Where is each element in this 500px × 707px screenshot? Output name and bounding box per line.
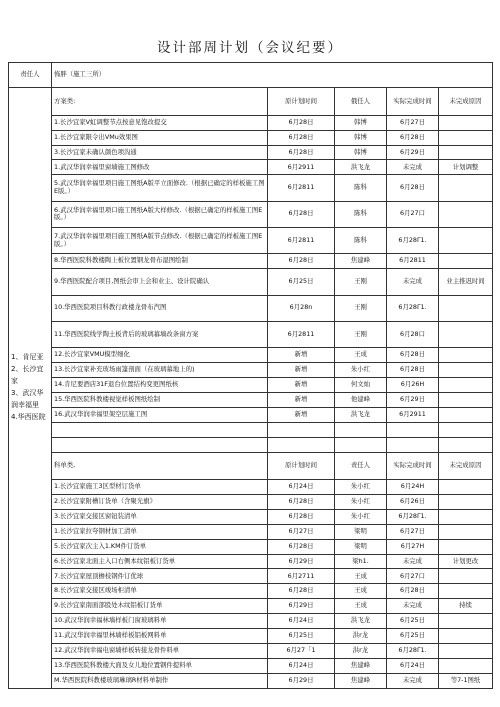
actual-date: 6月28口	[387, 321, 439, 347]
actual-date: 6月28日	[387, 363, 439, 378]
task-item: 6.长沙宜家北面主入口右侧本纹铝板订货单	[52, 554, 268, 569]
table-row	[9, 295, 493, 321]
table-row	[9, 524, 493, 539]
task-item: 12.武汉华润幸福电窗墙样板转接龙骨件料单	[52, 643, 268, 658]
owner-row	[9, 63, 493, 88]
incomplete-reason	[439, 201, 493, 227]
responsible-person: 朱小红	[335, 363, 387, 378]
responsible-person: 韩博	[335, 115, 387, 130]
blank-cell	[335, 422, 387, 437]
responsible-person: 王成	[335, 569, 387, 584]
actual-date: 6月26日	[387, 494, 439, 509]
incomplete-reason	[439, 614, 493, 629]
table-row	[9, 407, 493, 422]
actual-date: 6月25日	[387, 629, 439, 644]
task-item: 3.长沙宜家未确认颜色项沟通	[52, 145, 268, 160]
task-item: 6.武汉华润幸福里项口施工图纸A版大样修改.（根据已确定的样板施工图E版。）	[52, 201, 268, 227]
table-row	[9, 175, 493, 201]
table-row	[9, 673, 493, 688]
incomplete-reason	[439, 145, 493, 160]
plan-date: 6月2811	[268, 175, 335, 201]
blank-cell	[268, 437, 335, 452]
responsible-person: 陈科	[335, 201, 387, 227]
table-row	[9, 363, 493, 378]
plan-date: 6月28日	[268, 130, 335, 145]
actual-date: 6月28日	[387, 175, 439, 201]
incomplete-reason: 计划调整	[439, 160, 493, 175]
responsible-person: 朱小红	[335, 509, 387, 524]
project-list-label: 1、肯尼亚 2、长沙宜家 3、武汉华润幸福里 4.华西医院	[9, 88, 52, 689]
table-row	[9, 614, 493, 629]
blank-cell	[439, 437, 493, 452]
table-row	[9, 480, 493, 495]
task-item: 13.华西医院科教楼大面及女儿地位置钢件提料单	[52, 658, 268, 673]
actual-date: 未完成	[387, 160, 439, 175]
task-item: 8.华西医院科教楼陶上板位置钢龙骨布湿图绘制	[52, 254, 268, 269]
responsible-person: 梁明	[335, 524, 387, 539]
table-row	[9, 201, 493, 227]
plan-date: 6月29日	[268, 599, 335, 614]
task-item: 9.华西医院配合项目,图纸会审上会和业主、设计院确认	[52, 269, 268, 295]
actual-date: 未完成	[387, 673, 439, 688]
actual-date: 6月24日	[387, 658, 439, 673]
task-item: 14.肯尼要酒店31F退台位置结构变更图纸核	[52, 378, 268, 393]
incomplete-reason: 持续	[439, 599, 493, 614]
header-col3: 俄任人	[335, 88, 387, 116]
responsible-person: 洪飞龙	[335, 160, 387, 175]
table-row	[9, 658, 493, 673]
responsible-person: 陈科	[335, 228, 387, 254]
actual-date: 6月28Γ1.	[387, 643, 439, 658]
plan-date: 6月2911	[268, 160, 335, 175]
responsible-person: 朱小红	[335, 494, 387, 509]
table-row	[9, 348, 493, 363]
table-row	[9, 160, 493, 175]
incomplete-reason	[439, 115, 493, 130]
responsible-person: 朱小红	[335, 480, 387, 495]
actual-date: 6月2811	[387, 254, 439, 269]
plan-date: 新增	[268, 407, 335, 422]
table-row	[9, 145, 493, 160]
actual-date: 6月28Γ1.	[387, 509, 439, 524]
task-item: 5.长沙宜家次主入1.KM件订货单	[52, 539, 268, 554]
table-row	[9, 539, 493, 554]
incomplete-reason	[439, 321, 493, 347]
actual-date: 6月27口	[387, 569, 439, 584]
incomplete-reason	[439, 539, 493, 554]
plan-date: 6月24日	[268, 614, 335, 629]
task-item: 1.武汉华润幸福里窗墙施工图修改	[52, 160, 268, 175]
responsible-person: 陈科	[335, 175, 387, 201]
header-col5: 未完成原因	[439, 88, 493, 116]
blank-cell	[268, 422, 335, 437]
responsible-person: 王刚	[335, 269, 387, 295]
task-item: 15.华西医院科教楼视觉样板图纸绘制	[52, 393, 268, 408]
plan-date: 6月28n	[268, 295, 335, 321]
responsible-person: 韩博	[335, 145, 387, 160]
incomplete-reason	[439, 524, 493, 539]
task-item: 9.长沙宜家南面部股处木纹铝板订货单	[52, 599, 268, 614]
responsible-person: 焦建峰	[335, 658, 387, 673]
responsible-person: 王成	[335, 599, 387, 614]
incomplete-reason	[439, 480, 493, 495]
task-item: 1.长沙宜家限令出VMu效果图	[52, 130, 268, 145]
task-item: M.华西医院科教楼玻璃琳璃R材料单制作	[52, 673, 268, 688]
task-item: 7.武汉华润幸福里项目施工图纸A版节点修改.（根据已确定的样板施工图E版。）	[52, 228, 268, 254]
blank-cell	[387, 422, 439, 437]
table-row	[9, 393, 493, 408]
task-item: 1.长沙宜家拉夸钢材加工清单	[52, 524, 268, 539]
plan-date: 6月29日	[268, 673, 335, 688]
incomplete-reason	[439, 363, 493, 378]
blank-row	[9, 437, 493, 452]
header-col4: 实际完成时间	[387, 452, 439, 480]
table-row	[9, 599, 493, 614]
responsible-person: 王成	[335, 584, 387, 599]
actual-date: 6月28日	[387, 130, 439, 145]
plan-table	[8, 62, 493, 689]
incomplete-reason: 计划更改	[439, 554, 493, 569]
incomplete-reason	[439, 228, 493, 254]
incomplete-reason	[439, 494, 493, 509]
table-row	[9, 321, 493, 347]
plan-date: 新增	[268, 348, 335, 363]
header-col2: 原计划时间	[268, 88, 335, 116]
incomplete-reason	[439, 378, 493, 393]
actual-date: 6月25日	[387, 614, 439, 629]
plan-date: 6月28日	[268, 509, 335, 524]
actual-date: 6月27H	[387, 539, 439, 554]
responsible-person: 梁明	[335, 539, 387, 554]
table-row	[9, 378, 493, 393]
table-row	[9, 509, 493, 524]
responsible-person: 王刚	[335, 321, 387, 347]
actual-date: 未完成	[387, 599, 439, 614]
task-item: 2.长沙宜家附槽订货单（含聚光旗》	[52, 494, 268, 509]
responsible-person: 梁h1.	[335, 554, 387, 569]
table-row	[9, 494, 493, 509]
task-item: 11.武汉华润幸福里林墙样板铝板网料单	[52, 629, 268, 644]
incomplete-reason: 等7-1图纸	[439, 673, 493, 688]
actual-date: 6月29日	[387, 145, 439, 160]
task-item: 3.长沙宜家交接区窗钮装清单	[52, 509, 268, 524]
actual-date: 未完成	[387, 269, 439, 295]
responsible-person: 他建峰	[335, 393, 387, 408]
actual-date: 6月28日	[387, 584, 439, 599]
document-title: 设计部周计划（会议纪要）	[157, 40, 343, 56]
table-row	[9, 254, 493, 269]
blank-row	[9, 422, 493, 437]
plan-date: 6月24日	[268, 658, 335, 673]
responsible-person: 韩博	[335, 130, 387, 145]
task-item: 1.长沙宜家施工3区型材订货单	[52, 480, 268, 495]
plan-date: 6月2811	[268, 321, 335, 347]
responsible-person: 焦建峰	[335, 254, 387, 269]
header-category: 科单类,	[52, 452, 268, 480]
actual-date: 6月28Γ1.	[387, 228, 439, 254]
task-item: 7.长沙宜家屋顶檐枝钢件订优球	[52, 569, 268, 584]
table-row	[9, 643, 493, 658]
plan-date: 6月27日	[268, 524, 335, 539]
plan-date: 新增	[268, 378, 335, 393]
blank-cell	[335, 437, 387, 452]
incomplete-reason	[439, 584, 493, 599]
task-item: 5.武汉华润幸福里项目施工图纸A版平立面修改.（根据已确定的样板施工图E版。）	[52, 175, 268, 201]
plan-date: 6月28日	[268, 201, 335, 227]
actual-date: 6月24H	[387, 480, 439, 495]
plan-date: 6月28日	[268, 115, 335, 130]
owner-label: 责任人	[9, 63, 52, 88]
task-item: 13.长沙宜家补充玻场雨篷剖面（在玻璃幕地上的)	[52, 363, 268, 378]
plan-date: 6月25日	[268, 269, 335, 295]
incomplete-reason	[439, 509, 493, 524]
actual-date: 6月26H	[387, 378, 439, 393]
table-row	[9, 569, 493, 584]
actual-date: 6月2911	[387, 407, 439, 422]
task-item: 1.长沙宜家V虹调整节点按意见饱改提交	[52, 115, 268, 130]
task-item: 16.武汉华润幸福里架空层施工图	[52, 407, 268, 422]
plan-date: 6月29日	[268, 554, 335, 569]
plan-date: 6月28日	[268, 494, 335, 509]
actual-date: 6月27日	[387, 524, 439, 539]
header-category: 方案类:	[52, 88, 268, 116]
responsible-person: 王成	[335, 348, 387, 363]
incomplete-reason	[439, 254, 493, 269]
plan-date: 6月28日	[268, 539, 335, 554]
header-col3: 责任人	[335, 452, 387, 480]
blank-cell	[439, 422, 493, 437]
plan-date: 6月24日	[268, 480, 335, 495]
table-row	[9, 130, 493, 145]
responsible-person: 焦建峰	[335, 673, 387, 688]
incomplete-reason	[439, 569, 493, 584]
task-item: 10.武汉华润幸福林墙样板门窗玻璃料单	[52, 614, 268, 629]
actual-date: 未完成	[387, 554, 439, 569]
incomplete-reason	[439, 130, 493, 145]
plan-date: 6月27「1	[268, 643, 335, 658]
plan-date: 6月28日	[268, 584, 335, 599]
header-col5: 未完成原因	[439, 452, 493, 480]
incomplete-reason	[439, 295, 493, 321]
incomplete-reason	[439, 407, 493, 422]
table-row	[9, 228, 493, 254]
header-col2: 原计划时间	[268, 452, 335, 480]
responsible-person: 洪r龙	[335, 629, 387, 644]
responsible-person: 洪飞龙	[335, 614, 387, 629]
task-item: 11.华西医院线学陶土板背后的玻璃幕墙改条窗方案	[52, 321, 268, 347]
section-header	[9, 452, 493, 480]
incomplete-reason	[439, 348, 493, 363]
actual-date: 6月27日	[387, 115, 439, 130]
incomplete-reason	[439, 629, 493, 644]
actual-date: 6月28Γ1.	[387, 295, 439, 321]
plan-date: 6月28日	[268, 254, 335, 269]
blank-cell	[387, 437, 439, 452]
blank-cell	[52, 437, 268, 452]
incomplete-reason	[439, 643, 493, 658]
incomplete-reason	[439, 658, 493, 673]
table-row	[9, 584, 493, 599]
blank-cell	[52, 422, 268, 437]
table-row	[9, 554, 493, 569]
plan-date: 6月2711	[268, 569, 335, 584]
responsible-person: 何文灿	[335, 378, 387, 393]
incomplete-reason	[439, 393, 493, 408]
table-row	[9, 115, 493, 130]
task-item: 10.华西医院项目科教行政楼龙骨布汽图	[52, 295, 268, 321]
incomplete-reason	[439, 175, 493, 201]
responsible-person: 洪飞龙	[335, 407, 387, 422]
task-item: 12.长沙宜家VMU模型细化	[52, 348, 268, 363]
plan-date: 6月25日	[268, 629, 335, 644]
responsible-person: 洪r龙	[335, 643, 387, 658]
plan-date: 新增	[268, 363, 335, 378]
incomplete-reason: 业主推迟时间	[439, 269, 493, 295]
actual-date: 6月29日	[387, 393, 439, 408]
plan-date: 新增	[268, 393, 335, 408]
table-row	[9, 629, 493, 644]
task-item: 8.长沙宜家交接区竣场柜清单	[52, 584, 268, 599]
plan-date: 6月2811	[268, 228, 335, 254]
section-header	[9, 88, 493, 116]
actual-date: 6月28日	[387, 348, 439, 363]
actual-date: 6月27口	[387, 201, 439, 227]
header-col4: 实际完成时间	[387, 88, 439, 116]
responsible-person: 王刚	[335, 295, 387, 321]
plan-date: 6月28日	[268, 145, 335, 160]
owner-value: 怖胖（施工三所）	[52, 63, 493, 88]
table-row	[9, 269, 493, 295]
